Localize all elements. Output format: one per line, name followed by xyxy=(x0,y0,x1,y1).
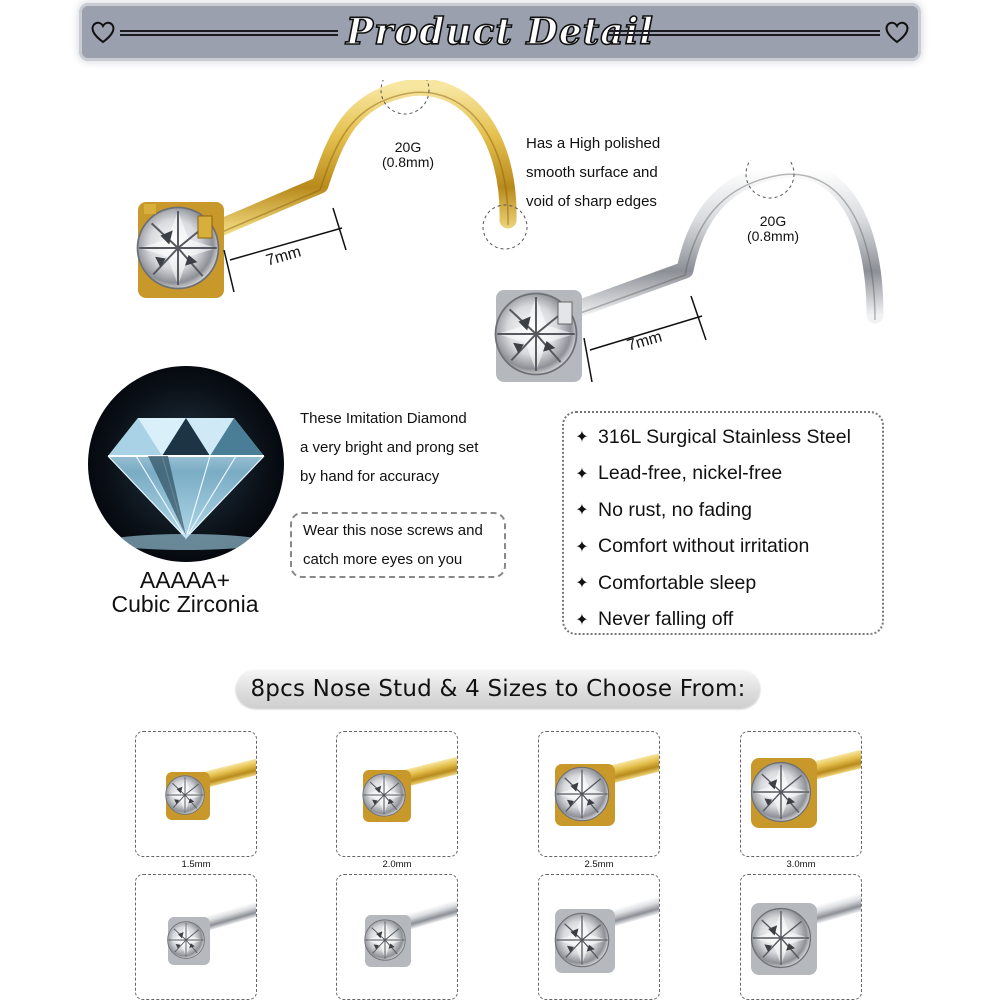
silver-stud-2-0mm[interactable] xyxy=(336,874,458,1000)
feature-item: ✦ 316L Surgical Stainless Steel xyxy=(572,419,882,456)
silver-gauge-label: 20G (0.8mm) xyxy=(746,213,800,244)
gold-stud-1-5mm[interactable] xyxy=(135,731,257,857)
wear-note-box: Wear this nose screws and catch more eyes on you xyxy=(290,512,506,578)
feature-item: ✦ Never falling off xyxy=(572,602,882,639)
four-point-star-icon: ✦ xyxy=(575,429,589,447)
four-point-star-icon: ✦ xyxy=(575,611,589,629)
gold-nose-screw-image xyxy=(120,80,540,320)
feature-item: ✦ No rust, no fading xyxy=(572,492,882,529)
size-label: 2.0mm xyxy=(382,859,412,870)
gold-stud-3-0mm[interactable] xyxy=(740,731,862,857)
size-label: 3.0mm xyxy=(786,859,816,870)
silver-nose-screw-image xyxy=(480,160,900,390)
gold-gauge-label: 20G (0.8mm) xyxy=(381,139,435,170)
size-label: 1.5mm xyxy=(181,859,211,870)
silver-stud-1-5mm[interactable] xyxy=(135,874,257,1000)
size-label: 2.5mm xyxy=(584,859,614,870)
heart-icon xyxy=(884,20,910,44)
four-point-star-icon: ✦ xyxy=(575,465,589,483)
gold-stud-2-0mm[interactable] xyxy=(336,731,458,857)
cz-name: Cubic Zirconia xyxy=(111,591,259,617)
cz-grade: AAAAA+ xyxy=(139,567,231,593)
header-banner xyxy=(82,6,918,58)
gold-stud-2-5mm[interactable] xyxy=(538,731,660,857)
silver-stud-3-0mm[interactable] xyxy=(740,874,862,1000)
divider xyxy=(608,30,880,36)
silver-stud-2-5mm[interactable] xyxy=(538,874,660,1000)
page-title: Product Detail xyxy=(82,11,918,53)
feature-item: ✦ Comfortable sleep xyxy=(572,565,882,602)
polish-note: Has a High polished smooth surface and void of sharp edges xyxy=(526,135,661,210)
gold-length-label: 7mm xyxy=(264,243,304,270)
feature-item: ✦ Comfort without irritation xyxy=(572,529,882,566)
cz-description: These Imitation Diamond a very bright and prong set by hand for accuracy xyxy=(300,410,479,485)
feature-item: ✦ Lead-free, nickel-free xyxy=(572,456,882,493)
four-point-star-icon: ✦ xyxy=(575,575,589,593)
features-list xyxy=(562,411,884,635)
sizes-heading: 8pcs Nose Stud & 4 Sizes to Choose From: xyxy=(236,670,760,708)
four-point-star-icon: ✦ xyxy=(575,538,589,556)
cubic-zirconia-image xyxy=(88,366,284,562)
silver-length-label: 7mm xyxy=(625,328,665,355)
four-point-star-icon: ✦ xyxy=(575,502,589,520)
